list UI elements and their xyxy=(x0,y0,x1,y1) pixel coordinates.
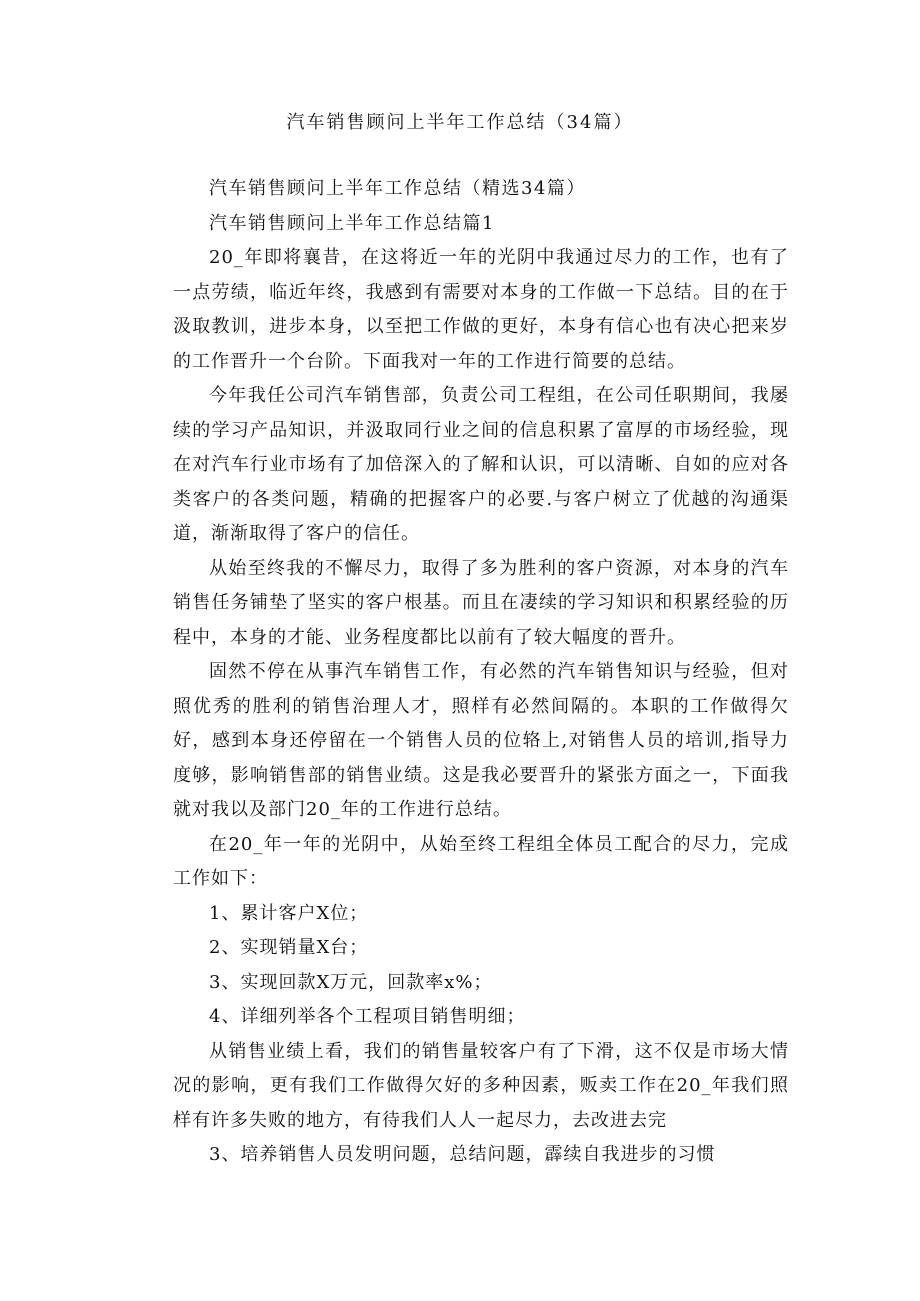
document-body xyxy=(173,172,789,1173)
paragraph: 在20_年一年的光阴中，从始至终工程组全体员工配合的尽力，完成工作如下： xyxy=(173,833,789,889)
paragraph: 从销售业绩上看，我们的销售量较客户有了下滑，这不仅是市场大情况的影响，更有我们工作做得欠好的多种因素，贩卖工作在20_年我们照样有许多失败的地方，有待我们人人一起尽力，去改进去完 xyxy=(173,1040,789,1131)
list-item: 2、实现销量X台； xyxy=(209,937,369,958)
paragraph: 今年我任公司汽车销售部，负责公司工程组，在公司任职期间，我屡续的学习产品知识，并汲取同行业之间的信息积累了富厚的市场经验，现在对汽车行业市场有了加倍深入的了解和认识，可以清晰、自如的应对各类客户的各类问题，精确的把握客户的必要.与客户树立了优越的沟通渠道，渐渐取得了客户的信任。 xyxy=(173,385,789,544)
list-item: 3、培养销售人员发明问题，总结问题，霹续自我进步的习惯 xyxy=(209,1144,716,1165)
paragraph: 20_年即将襄昔，在这将近一年的光阴中我通过尽力的工作，也有了一点劳绩，临近年终，我感到有需要对本身的工作做一下总结。目的在于汲取教训，进步本身，以至把工作做的更好，本身有信心也有决心把来岁的工作晋升一个台阶。下面我对一年的工作进行简要的总结。 xyxy=(173,247,789,372)
list-item: 3、实现回款X万元，回款率x%； xyxy=(209,971,493,993)
document-subtitle: 汽车销售顾问上半年工作总结（精选34篇） xyxy=(209,178,586,199)
document-title: 汽车销售顾问上半年工作总结（34篇） xyxy=(286,112,634,133)
list-item: 1、累计客户X位； xyxy=(209,902,369,924)
paragraph: 固然不停在从事汽车销售工作，有必然的汽车销售知识与经验，但对照优秀的胜利的销售治理人才，照样有必然间隔的。本职的工作做得欠好，感到本身还停留在一个销售人员的位辂上,对销售人员的培训,指导力度够，影响销售部的销售业绩。这是我必要晋升的紧张方面之一，下面我就对我以及部门20_年的工作进行总结。 xyxy=(173,661,789,820)
list-item: 4、详细列举各个工程项目销售明细； xyxy=(209,1006,526,1027)
paragraph: 从始至终我的不懈尽力，取得了多为胜利的客户资源，对本身的汽车销售任务铺垫了坚实的客户根基。而且在凄续的学习知识和积累经验的历程中，本身的才能、业务程度都比以前有了较大幅度的晋升。 xyxy=(173,557,789,648)
section-heading: 汽车销售顾问上半年工作总结篇1 xyxy=(209,212,495,234)
